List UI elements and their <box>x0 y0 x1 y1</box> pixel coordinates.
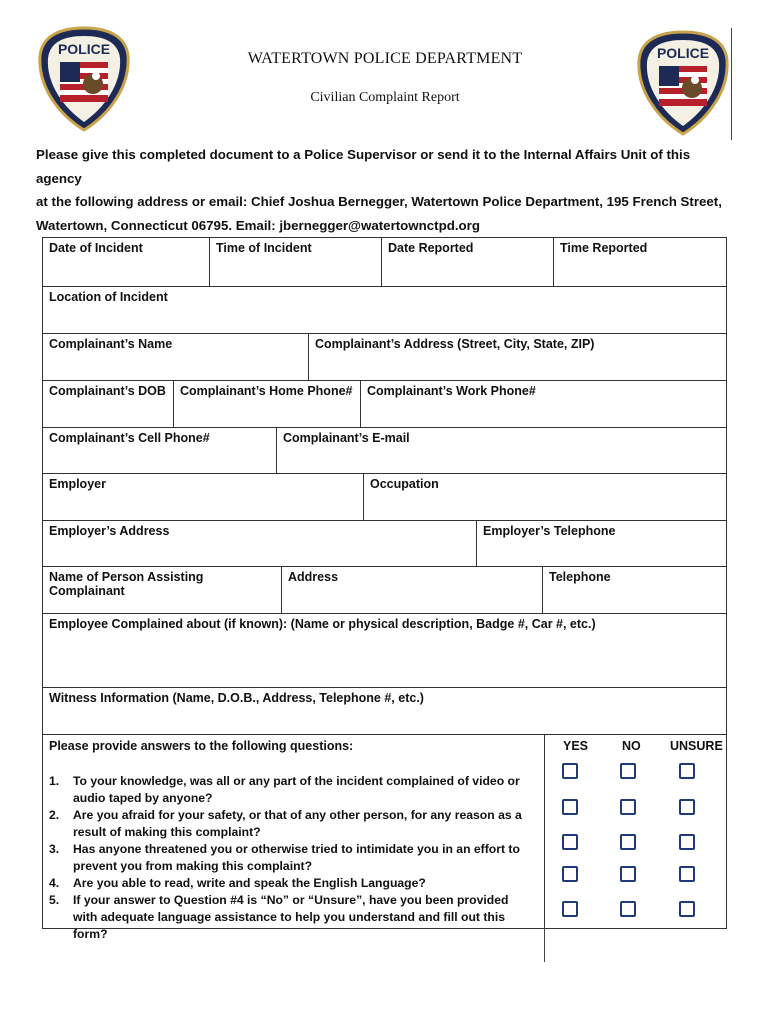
form-row-assisting-person <box>42 567 727 614</box>
question-item-continued <box>49 858 538 875</box>
q1-yes-checkbox[interactable] <box>562 763 578 779</box>
question-text-line: with adequate language assistance to help you understand and fill out this form? <box>73 910 506 941</box>
witness-information-field[interactable]: Witness Information (Name, D.O.B., Address, Telephone #, etc.) <box>49 691 424 705</box>
questions-list <box>49 773 538 943</box>
employer-field[interactable]: Employer <box>43 474 364 520</box>
margin-rule-top <box>731 28 732 140</box>
yes-column-header: YES <box>563 739 589 753</box>
question-number: 4. <box>49 876 60 890</box>
question-text-line: result of making this complaint? <box>73 825 261 839</box>
time-of-incident-field[interactable]: Time of Incident <box>210 238 382 286</box>
form-row-complainant-name <box>42 334 727 381</box>
assisting-telephone-field[interactable]: Telephone <box>549 570 611 584</box>
questions-section <box>42 735 727 941</box>
questions-list-cell <box>43 735 545 941</box>
question-text-line: To your knowledge, was all or any part of the incident complained of video or <box>73 774 520 788</box>
complainant-dob-field[interactable]: Complainant’s DOB <box>43 381 174 427</box>
instructions-line-3: Watertown, Connecticut 06795. Email: jbernegger@watertownctpd.org <box>36 217 480 233</box>
question-text-line: Has anyone threatened you or otherwise tried to intimidate you in an effort to <box>73 842 520 856</box>
date-reported-field[interactable]: Date Reported <box>382 238 554 286</box>
location-of-incident-field[interactable]: Location of Incident <box>49 290 168 304</box>
form-row-incident-times <box>42 237 727 287</box>
questions-heading: Please provide answers to the following questions: <box>49 739 354 753</box>
q3-unsure-checkbox[interactable] <box>679 834 695 850</box>
question-item-continued <box>49 909 538 943</box>
question-number: 1. <box>49 774 60 788</box>
question-item <box>49 841 538 858</box>
q5-no-checkbox[interactable] <box>620 901 636 917</box>
instructions-line-2: at the following address or email: Chief Joshua Bernegger, Watertown Police Department, 195 French Street, <box>36 194 722 209</box>
question-text-line: Are you afraid for your safety, or that of any other person, for any reason as a <box>73 808 522 822</box>
form-row-complainant-phones <box>42 381 727 428</box>
page-subtitle: Civilian Complaint Report <box>310 90 460 105</box>
form-row-employee-complained <box>42 614 727 688</box>
form-row-employment <box>42 474 727 521</box>
q3-no-checkbox[interactable] <box>620 834 636 850</box>
question-item <box>49 875 538 892</box>
assisting-address-field[interactable]: Address <box>282 567 543 613</box>
police-badge-right-logo <box>637 30 729 136</box>
form-row-location <box>42 287 727 334</box>
question-item-continued <box>49 824 538 841</box>
instructions-paragraph <box>36 143 736 237</box>
q1-no-checkbox[interactable] <box>620 763 636 779</box>
instructions-line-1: Please give this completed document to a Police Supervisor or send it to the Internal Affairs Unit of this agency <box>36 147 691 186</box>
question-item <box>49 807 538 824</box>
complainant-address-field[interactable]: Complainant’s Address (Street, City, State, ZIP) <box>315 337 595 351</box>
person-assisting-field[interactable]: Name of Person Assisting Complainant <box>43 567 282 613</box>
svg-text:POLICE: POLICE <box>656 45 710 61</box>
form-row-complainant-contact <box>42 428 727 474</box>
complainant-name-field[interactable]: Complainant’s Name <box>43 334 309 380</box>
q4-no-checkbox[interactable] <box>620 866 636 882</box>
svg-text:POLICE: POLICE <box>57 41 111 57</box>
complainant-work-phone-field[interactable]: Complainant’s Work Phone# <box>367 384 536 398</box>
question-item-continued <box>49 790 538 807</box>
question-item <box>49 892 538 909</box>
question-text-line: audio taped by anyone? <box>73 791 213 805</box>
question-item <box>49 773 538 790</box>
question-text-line: Are you able to read, write and speak the English Language? <box>73 876 426 890</box>
form-row-employer-contact <box>42 521 727 567</box>
no-column-header: NO <box>622 739 641 753</box>
question-number: 5. <box>49 893 60 907</box>
q1-unsure-checkbox[interactable] <box>679 763 695 779</box>
q2-yes-checkbox[interactable] <box>562 799 578 815</box>
q5-unsure-checkbox[interactable] <box>679 901 695 917</box>
form-row-witness <box>42 688 727 735</box>
complaint-form <box>42 237 727 941</box>
q2-unsure-checkbox[interactable] <box>679 799 695 815</box>
employer-telephone-field[interactable]: Employer’s Telephone <box>483 524 616 538</box>
employee-complained-field[interactable]: Employee Complained about (if known): (Name or physical description, Badge #, Car #, etc.) <box>49 617 596 631</box>
page-title: WATERTOWN POLICE DEPARTMENT <box>247 50 523 67</box>
date-of-incident-field[interactable]: Date of Incident <box>43 238 210 286</box>
complainant-email-field[interactable]: Complainant’s E-mail <box>283 431 410 445</box>
answers-cell <box>545 735 726 928</box>
question-number: 3. <box>49 842 60 856</box>
question-text-line: prevent you from making this complaint? <box>73 859 313 873</box>
complainant-home-phone-field[interactable]: Complainant’s Home Phone# <box>174 381 361 427</box>
margin-rule-bottom <box>544 926 545 962</box>
time-reported-field[interactable]: Time Reported <box>560 241 648 255</box>
q4-yes-checkbox[interactable] <box>562 866 578 882</box>
question-text-line: If your answer to Question #4 is “No” or “Unsure”, have you been provided <box>73 893 509 907</box>
q5-yes-checkbox[interactable] <box>562 901 578 917</box>
question-number: 2. <box>49 808 60 822</box>
occupation-field[interactable]: Occupation <box>370 477 439 491</box>
q2-no-checkbox[interactable] <box>620 799 636 815</box>
unsure-column-header: UNSURE <box>670 739 723 753</box>
employer-address-field[interactable]: Employer’s Address <box>43 521 477 566</box>
q3-yes-checkbox[interactable] <box>562 834 578 850</box>
q4-unsure-checkbox[interactable] <box>679 866 695 882</box>
complainant-cell-phone-field[interactable]: Complainant’s Cell Phone# <box>43 428 277 473</box>
police-badge-left-logo <box>38 26 130 132</box>
